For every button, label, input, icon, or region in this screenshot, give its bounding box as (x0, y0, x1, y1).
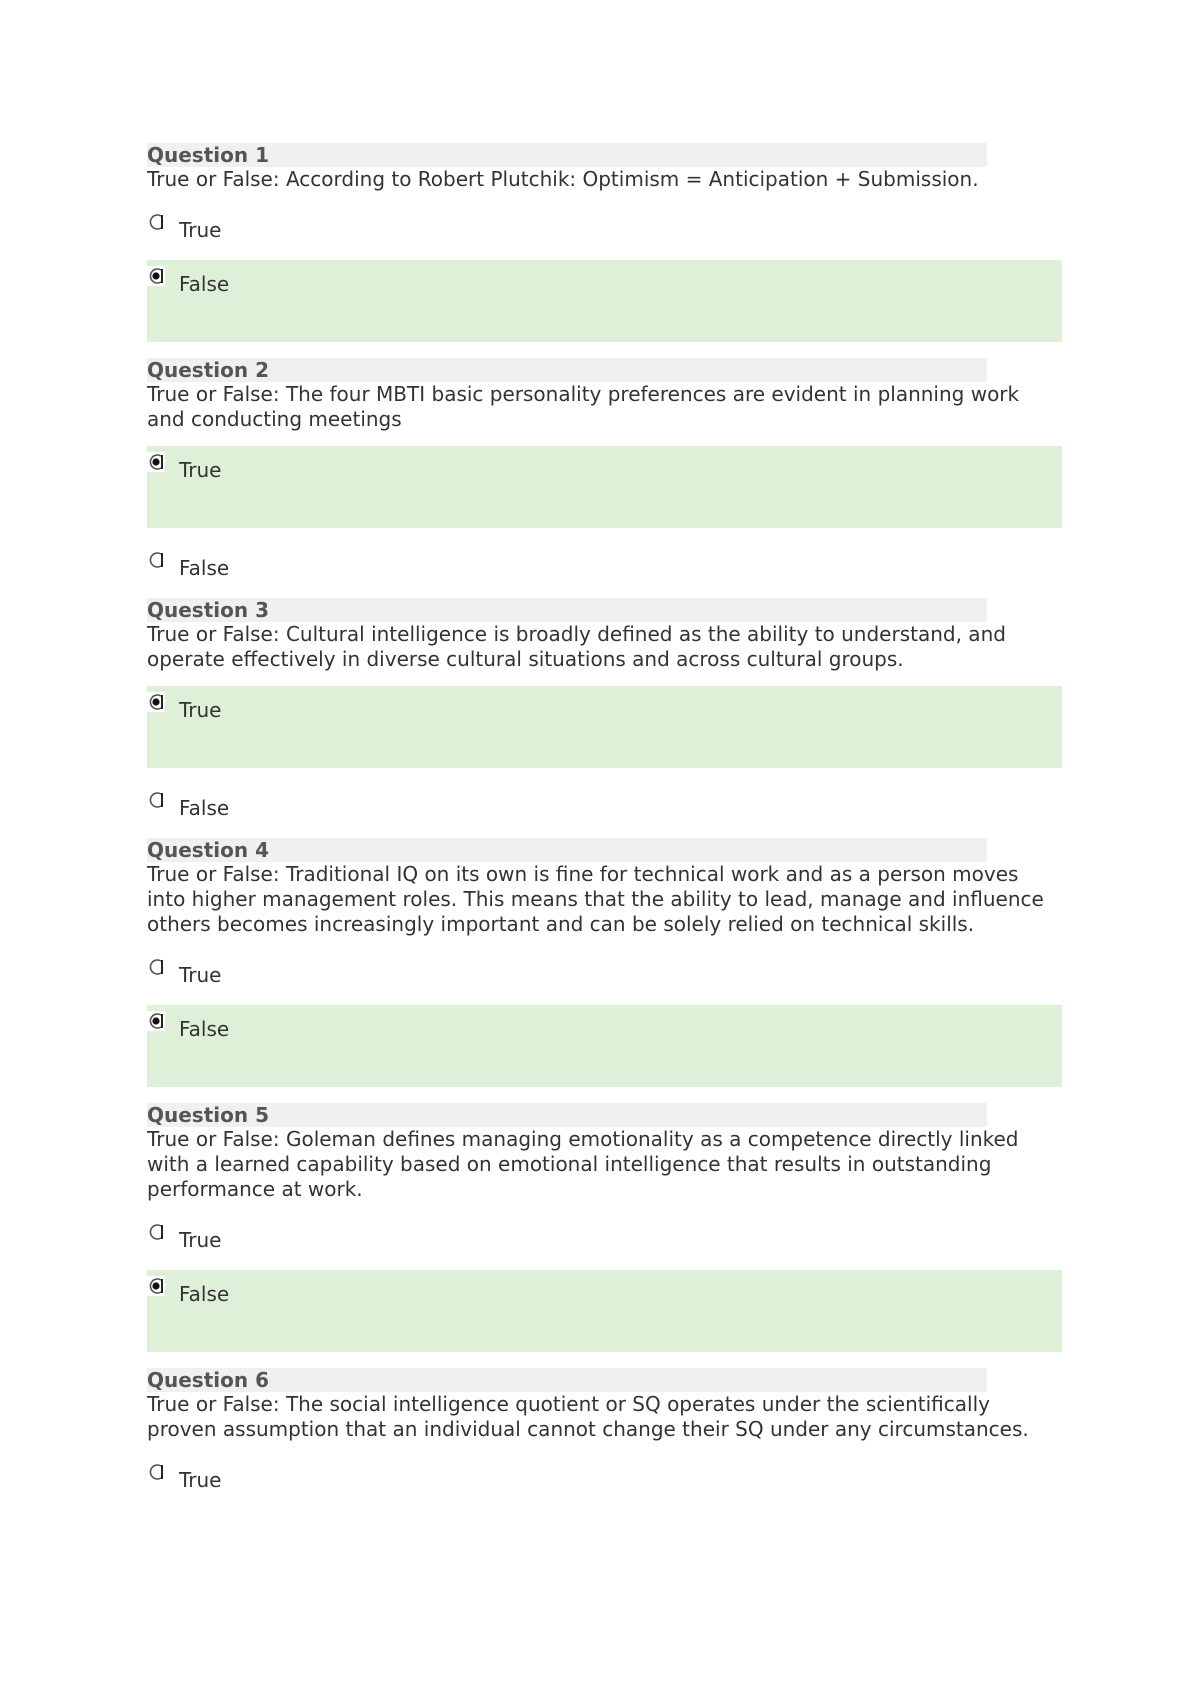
answer-option-false[interactable] (147, 260, 1062, 342)
answer-option-true[interactable] (147, 1216, 1062, 1270)
answer-list (147, 206, 1062, 342)
answer-list (147, 951, 1062, 1087)
question-text: True or False: The social intelligence quotient or SQ operates under the scientifically proven assumption that an individual cannot change their SQ under any circumstances. (147, 1392, 1029, 1441)
answer-option-true[interactable] (147, 446, 1062, 528)
radio-unchecked-icon[interactable] (147, 790, 165, 810)
answer-option-false[interactable] (147, 1005, 1062, 1087)
answer-label: False (179, 1017, 230, 1041)
answer-list (147, 686, 1062, 838)
question-block (147, 598, 1062, 838)
answer-label: True (179, 1468, 222, 1492)
answer-option-true[interactable] (147, 206, 1062, 260)
answer-label: True (179, 1228, 222, 1252)
question-block (147, 1103, 1062, 1352)
radio-checked-icon[interactable] (147, 452, 165, 472)
answer-option-true[interactable] (147, 951, 1062, 1005)
radio-unchecked-icon[interactable] (147, 1462, 165, 1482)
question-block (147, 1368, 1062, 1510)
answer-label: False (179, 556, 230, 580)
answer-list (147, 1456, 1062, 1510)
question-title: Question 6 (147, 1368, 987, 1392)
question-text: True or False: Goleman defines managing emotionality as a competence directly linked with a learned capability based on emotional intelligence that results in outstanding performance at work. (147, 1127, 1019, 1201)
answer-option-false[interactable] (147, 544, 1062, 598)
question-title: Question 5 (147, 1103, 987, 1127)
answer-option-false[interactable] (147, 1270, 1062, 1352)
answer-label: False (179, 796, 230, 820)
answer-option-true[interactable] (147, 686, 1062, 768)
answer-label: False (179, 272, 230, 296)
question-text: True or False: According to Robert Plutchik: Optimism = Anticipation + Submission. (147, 167, 979, 191)
question-text: True or False: Cultural intelligence is broadly defined as the ability to understand, and operate effectively in diverse cultural situations and across cultural groups. (147, 622, 1006, 671)
quiz-container (147, 143, 1062, 1510)
radio-checked-icon[interactable] (147, 266, 165, 286)
answer-option-true[interactable] (147, 1456, 1062, 1510)
question-block (147, 838, 1062, 1087)
answer-list (147, 1216, 1062, 1352)
question-block (147, 143, 1062, 342)
answer-option-false[interactable] (147, 784, 1062, 838)
answer-label: True (179, 218, 222, 242)
answer-list (147, 446, 1062, 598)
radio-checked-icon[interactable] (147, 1011, 165, 1031)
question-title: Question 2 (147, 358, 987, 382)
question-title: Question 4 (147, 838, 987, 862)
answer-label: True (179, 963, 222, 987)
question-text: True or False: The four MBTI basic personality preferences are evident in planning work and conducting meetings (147, 382, 1020, 431)
radio-checked-icon[interactable] (147, 692, 165, 712)
answer-label: True (179, 458, 222, 482)
radio-unchecked-icon[interactable] (147, 550, 165, 570)
question-block (147, 358, 1062, 598)
radio-unchecked-icon[interactable] (147, 1222, 165, 1242)
answer-label: False (179, 1282, 230, 1306)
radio-unchecked-icon[interactable] (147, 957, 165, 977)
radio-checked-icon[interactable] (147, 1276, 165, 1296)
question-title: Question 1 (147, 143, 987, 167)
question-text: True or False: Traditional IQ on its own is fine for technical work and as a person moves into higher management roles. This means that the ability to lead, manage and influence others becomes increasingly important and can be solely relied on technical skills. (147, 862, 1044, 936)
answer-label: True (179, 698, 222, 722)
question-title: Question 3 (147, 598, 987, 622)
radio-unchecked-icon[interactable] (147, 212, 165, 232)
